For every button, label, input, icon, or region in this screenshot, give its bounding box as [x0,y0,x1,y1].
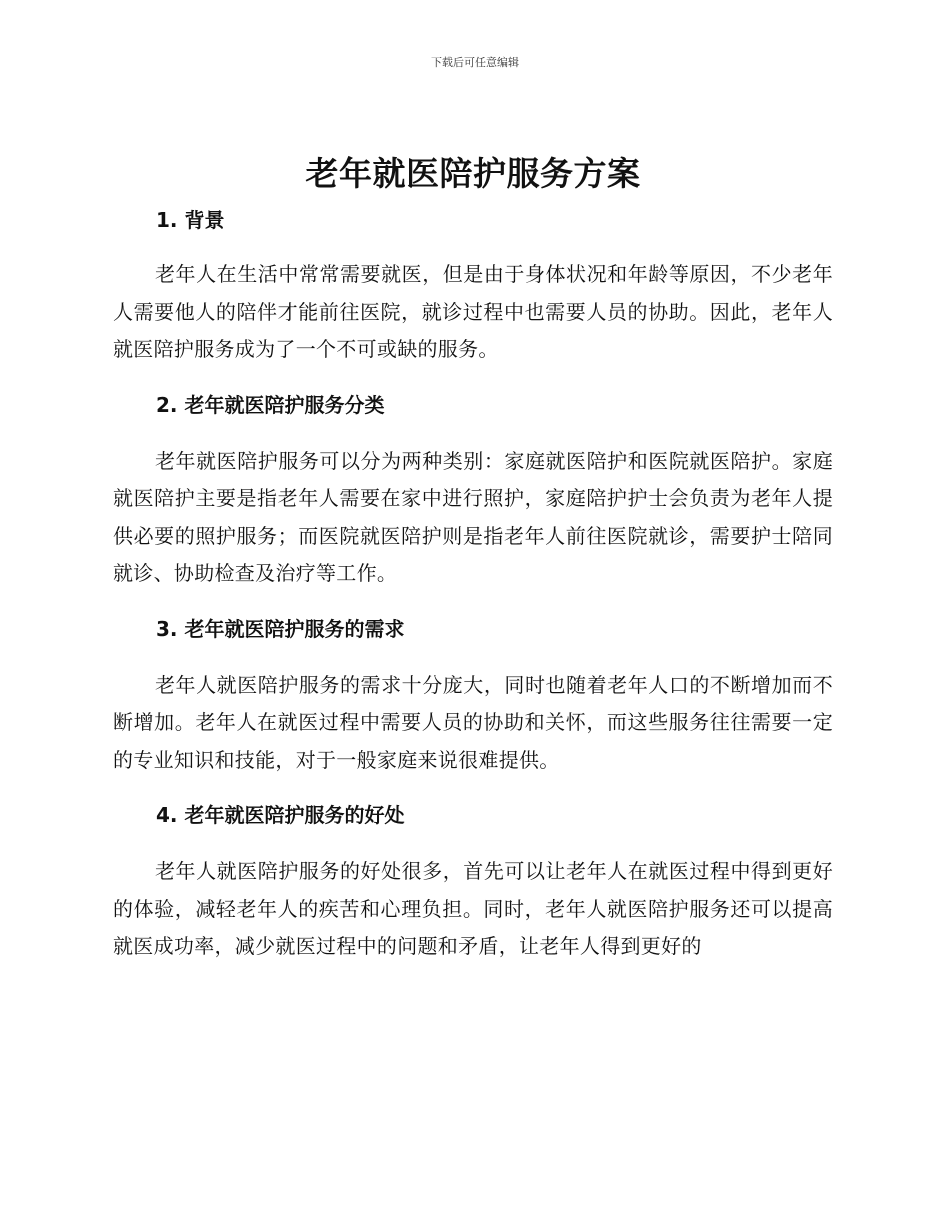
section-heading-background: 1. 背景 [156,208,225,232]
section-paragraph-benefits: 老年人就医陪护服务的好处很多，首先可以让老年人在就医过程中得到更好的体验，减轻老年人的疾苦和心理负担。同时，老年人就医陪护服务还可以提高就医成功率，减少就医过程中的问题和矛盾，让老年人得到更好的 [113,859,833,958]
section-heading-classification: 2. 老年就医陪护服务分类 [156,392,385,417]
section-paragraph-demand: 老年人就医陪护服务的需求十分庞大，同时也随着老年人口的不断增加而不断增加。老年人在就医过程中需要人员的协助和关怀，而这些服务往往需要一定的专业知识和技能，对于一般家庭来说很难提供。 [113,672,833,772]
document-body [113,148,833,966]
page-header-note: 下载后可任意编辑 [431,56,519,69]
document-title: 老年就医陪护服务方案 [305,154,641,193]
section-paragraph-background: 老年人在生活中常常需要就医，但是由于身体状况和年龄等原因，不少老年人需要他人的陪伴才能前往医院，就诊过程中也需要人员的协助。因此，老年人就医陪护服务成为了一个不可或缺的服务。 [113,262,833,361]
section-heading-benefits: 4. 老年就医陪护服务的好处 [156,803,405,827]
section-paragraph-classification: 老年就医陪护服务可以分为两种类别：家庭就医陪护和医院就医陪护。家庭就医陪护主要是指老年人需要在家中进行照护，家庭陪护护士会负责为老年人提供必要的照护服务；而医院就医陪护则是指老年人前往医院就诊，需要护士陪同就诊、协助检查及治疗等工作。 [113,448,833,585]
section-heading-demand: 3. 老年就医陪护服务的需求 [156,616,405,641]
